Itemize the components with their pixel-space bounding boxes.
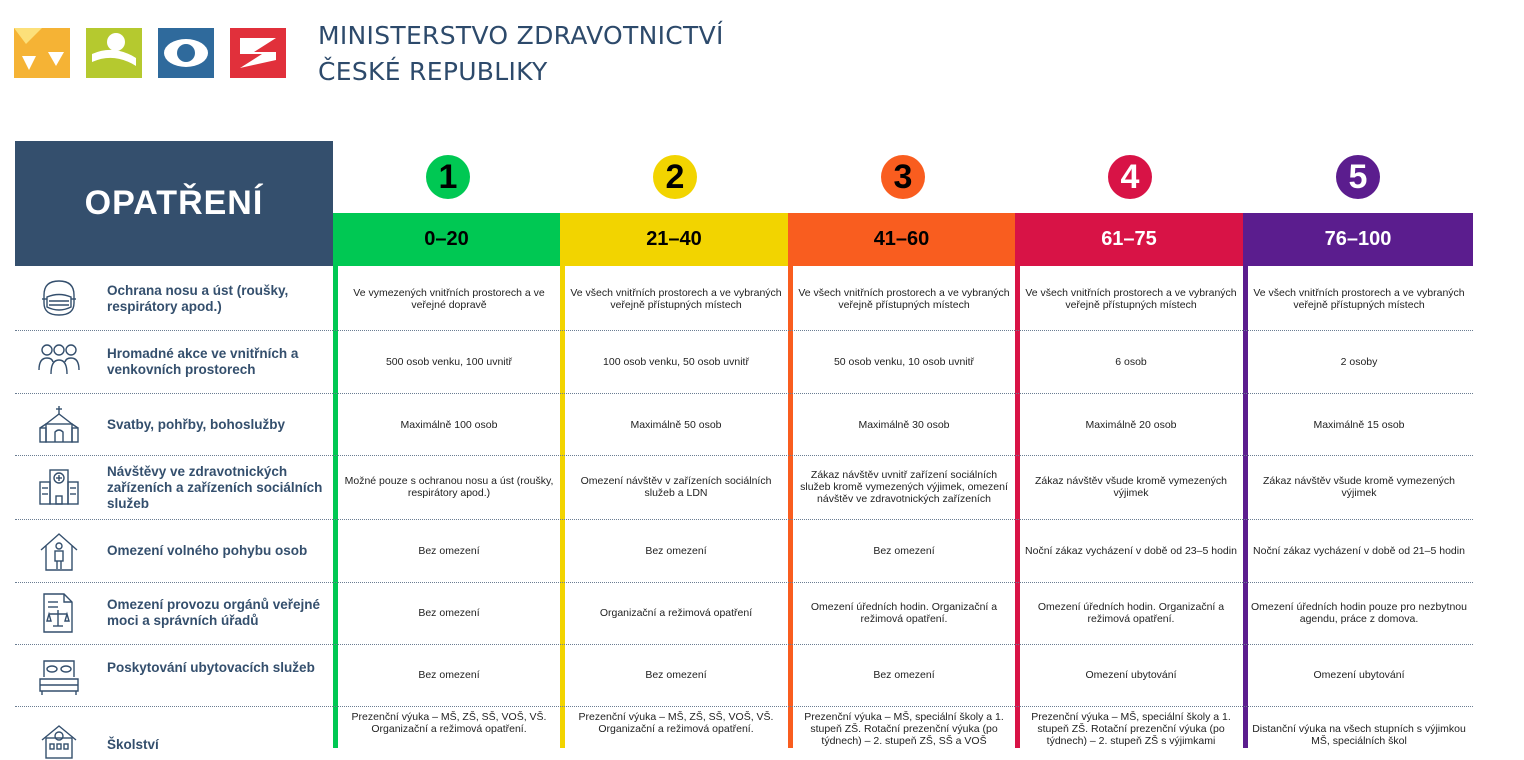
cell: 2 osoby xyxy=(1340,356,1378,368)
cell: Distanční výuka na všech stupních s výjimkou MŠ, speciálních škol xyxy=(1252,723,1466,747)
row-label-mass-events: Hromadné akce ve vnitřních a venkovních prostorech xyxy=(107,346,299,377)
level-1-badge xyxy=(426,155,470,199)
house-person-icon xyxy=(38,530,80,572)
cell: Maximálně 30 osob xyxy=(858,419,950,431)
level-5-column-line xyxy=(1243,266,1248,748)
level-2-number: 2 xyxy=(665,157,685,196)
level-2-column-line xyxy=(560,266,565,748)
row-divider xyxy=(15,582,1473,583)
cell: Prezenční výuka – MŠ, speciální školy a 1. stupeň ZŠ. Rotační prezenční výuka (po týdnech) – 2. stupeň ZŠ, SŠ a VOŠ xyxy=(804,711,1004,747)
level-1-column-line xyxy=(333,266,338,748)
level-3-badge xyxy=(881,155,925,199)
cell: Bez omezení xyxy=(418,669,480,681)
cell: Omezení ubytování xyxy=(1085,669,1177,681)
ministry-name xyxy=(318,18,724,90)
level-2-badge xyxy=(653,155,697,199)
level-2-range: 21–40 xyxy=(560,213,788,266)
cell: Ve vymezených vnitřních prostorech a ve veřejné dopravě xyxy=(353,287,545,311)
cell: Možné pouze s ochranou nosu a úst (roušky, respirátory apod.) xyxy=(344,475,554,499)
level-5-range: 76–100 xyxy=(1243,213,1473,266)
level-3-number: 3 xyxy=(893,157,913,196)
cell: Maximálně 50 osob xyxy=(630,419,722,431)
level-4-number: 4 xyxy=(1120,157,1140,196)
cell: Ve všech vnitřních prostorech a ve vybraných veřejně přístupných místech xyxy=(1025,287,1237,311)
cell: Bez omezení xyxy=(873,669,935,681)
row-divider xyxy=(15,644,1473,645)
row-label-accommodation: Poskytování ubytovacích služeb xyxy=(107,660,315,675)
row-label-movement: Omezení volného pohybu osob xyxy=(107,543,308,558)
row-divider xyxy=(15,455,1473,456)
bed-icon xyxy=(38,655,80,697)
level-5-badge xyxy=(1336,155,1380,199)
hospital-icon xyxy=(38,466,80,508)
face-mask-icon xyxy=(38,277,80,319)
level-1-number: 1 xyxy=(438,157,458,196)
level-4-badge xyxy=(1108,155,1152,199)
row-label-visits: Návštěvy ve zdravotnických zařízeních a zařízeních sociálních služeb xyxy=(107,464,323,511)
cell: Bez omezení xyxy=(418,545,480,557)
cell: Organizační a režimová opatření xyxy=(599,607,753,619)
cell: Omezení návštěv v zařízeních sociálních služeb a LDN xyxy=(580,475,772,499)
cell: Prezenční výuka – MŠ, speciální školy a 1. stupeň ZŠ. Rotační prezenční výuka (po týdnech) – 2. stupeň ZŠ s výjimkami xyxy=(1031,711,1231,747)
level-3-range: 41–60 xyxy=(788,213,1015,266)
cell: Prezenční výuka – MŠ, ZŠ, SŠ, VOŠ, VŠ. Organizační a režimová opatření. xyxy=(351,711,547,735)
cell: Noční zákaz vycházení v době od 21–5 hodin xyxy=(1253,545,1465,557)
row-label-public-offices: Omezení provozu orgánů veřejné moci a správních úřadů xyxy=(107,597,321,628)
cell: Maximálně 15 osob xyxy=(1313,419,1405,431)
cell: Omezení úředních hodin pouze pro nezbytnou agendu, práce z domova. xyxy=(1251,601,1467,625)
cell: 6 osob xyxy=(1115,356,1147,368)
cell: 500 osob venku, 100 uvnitř xyxy=(385,356,513,368)
church-icon xyxy=(38,404,80,446)
cell: Maximálně 100 osob xyxy=(400,419,498,431)
cell: Bez omezení xyxy=(418,607,480,619)
cell: Ve všech vnitřních prostorech a ve vybraných veřejně přístupných místech xyxy=(1253,287,1465,311)
ministry-line1: MINISTERSTVO ZDRAVOTNICTVÍ xyxy=(318,21,724,50)
level-4-column-line xyxy=(1015,266,1020,748)
level-3-column-line xyxy=(788,266,793,748)
ministry-logo xyxy=(14,22,290,80)
row-divider xyxy=(15,706,1473,707)
cell: Noční zákaz vycházení v době od 23–5 hodin xyxy=(1025,545,1237,557)
cell: Bez omezení xyxy=(873,545,935,557)
cell: Bez omezení xyxy=(645,669,707,681)
row-label-face-mask: Ochrana nosu a úst (roušky, respirátory apod.) xyxy=(107,283,289,314)
level-4-range: 61–75 xyxy=(1015,213,1243,266)
cell: Omezení úředních hodin. Organizační a režimová opatření. xyxy=(810,601,998,625)
people-group-icon xyxy=(38,340,80,382)
cell: Omezení ubytování xyxy=(1313,669,1405,681)
cell: Maximálně 20 osob xyxy=(1085,419,1177,431)
ministry-line2: ČESKÉ REPUBLIKY xyxy=(318,57,548,86)
row-divider xyxy=(15,519,1473,520)
cell: Prezenční výuka – MŠ, ZŠ, SŠ, VOŠ, VŠ. Organizační a režimová opatření. xyxy=(578,711,774,735)
measures-title: OPATŘENÍ xyxy=(15,141,333,266)
row-label-weddings: Svatby, pohřby, bohoslužby xyxy=(107,417,286,432)
cell: Zákaz návštěv uvnitř zařízení sociálních služeb kromě vymezených výjimek, omezení návštěv ve zdravotnických zařízeních xyxy=(800,469,1008,505)
row-divider xyxy=(15,393,1473,394)
cell: Omezení úředních hodin. Organizační a režimová opatření. xyxy=(1037,601,1225,625)
cell: Ve všech vnitřních prostorech a ve vybraných veřejně přístupných místech xyxy=(570,287,782,311)
row-divider xyxy=(15,330,1473,331)
cell: Bez omezení xyxy=(645,545,707,557)
cell: Zákaz návštěv všude kromě vymezených výjimek xyxy=(1263,475,1455,499)
cell: 50 osob venku, 10 osob uvnitř xyxy=(833,356,975,368)
level-1-range: 0–20 xyxy=(333,213,560,266)
cell: Zákaz návštěv všude kromě vymezených výjimek xyxy=(1035,475,1227,499)
row-label-education: Školství xyxy=(107,737,159,752)
level-5-number: 5 xyxy=(1348,157,1368,196)
school-icon xyxy=(38,718,80,760)
cell: 100 osob venku, 50 osob uvnitř xyxy=(603,356,749,368)
document-scales-icon xyxy=(38,592,80,634)
cell: Ve všech vnitřních prostorech a ve vybraných veřejně přístupných místech xyxy=(798,287,1010,311)
